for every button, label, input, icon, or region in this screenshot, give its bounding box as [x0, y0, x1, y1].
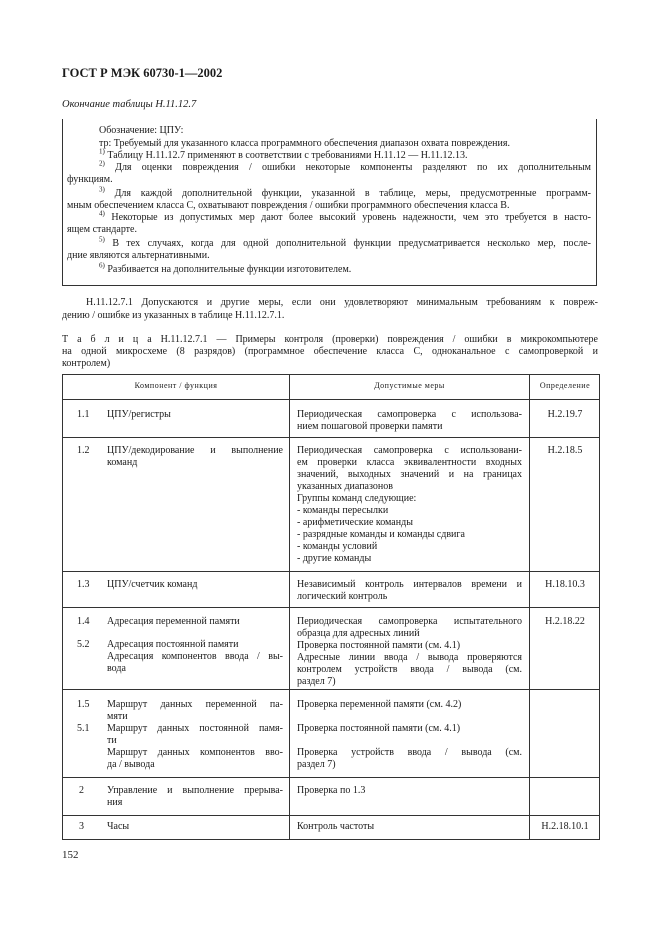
row-number: 5.1 [77, 723, 90, 734]
main-table [62, 374, 600, 840]
row-number: 1.2 [77, 445, 90, 456]
measures-cell: Адресные линии ввода / вывода проверяются [297, 652, 522, 663]
component-cell: мяти [107, 711, 128, 722]
page-number: 152 [62, 849, 79, 861]
measures-cell: Проверка постоянной памяти (см. 4.1) [297, 640, 461, 651]
note-4-cont: ящем стандарте. [67, 224, 137, 235]
component-cell: Маршрут данных компонентов вво- [107, 747, 283, 758]
measures-cell: - арифметические команды [297, 517, 413, 528]
note-6: $^{6)}$ Разбивается на дополнительные функции изготовителем. [99, 261, 352, 275]
table-caption-line-1: Т а б л и ц а Н.11.12.7.1 — Примеры контроля (проверки) повреждения / ошибки в микрокомпьютере [62, 334, 598, 345]
component-cell: ЦПУ/счетчик команд [107, 579, 198, 590]
notes-box [62, 119, 597, 286]
note-1-mark: 1) [99, 147, 105, 156]
measures-cell: логический контроль [297, 591, 388, 602]
note-3-mark: 3) [99, 185, 105, 194]
measures-cell: - разрядные команды и команды сдвига [297, 529, 465, 540]
component-cell: ЦПУ/регистры [107, 409, 171, 420]
measures-cell: Проверка постоянной памяти (см. 4.1) [297, 723, 461, 734]
measures-cell: нием пошаговой проверки памяти [297, 421, 443, 432]
header-definition: Определение [539, 381, 591, 390]
header-measures: Допустимые меры [374, 381, 445, 390]
row-divider [63, 571, 599, 572]
component-cell: Маршрут данных постоянной памя- [107, 723, 283, 734]
row-divider [63, 777, 599, 778]
measures-cell: ем проверки класса эквивалентности входных [297, 457, 522, 468]
paragraph-line-1: Н.11.12.7.1 Допускаются и другие меры, если они удовлетворяют минимальным требованиям к повреж- [86, 297, 598, 308]
measures-cell: Периодическая самопроверка с использовани- [297, 445, 522, 456]
measures-cell: Контроль частоты [297, 821, 375, 832]
measures-cell: Независимый контроль интервалов времени и [297, 579, 522, 590]
definition-cell: Н.2.18.5 [547, 445, 583, 456]
table-continuation-label: Окончание таблицы Н.11.12.7 [62, 99, 197, 110]
row-number: 5.2 [77, 639, 90, 650]
measures-cell: указанных диапазонов [297, 481, 393, 492]
component-cell: да / вывода [107, 759, 155, 770]
row-divider [63, 399, 599, 400]
note-1: $^{1)}$ Таблицу Н.11.12.7 применяют в соответствии с требованиями Н.11.12 — Н.11.12.13. [99, 147, 468, 161]
measures-cell: - другие команды [297, 553, 372, 564]
paragraph-line-2: дению / ошибке из указанных в таблице Н.11.12.7.1. [62, 310, 285, 321]
note-designation: Обозначение: ЦПУ: [99, 125, 184, 136]
definition-cell: Н.2.18.10.1 [541, 821, 589, 832]
measures-cell: Проверка по 1.3 [297, 785, 366, 796]
row-number: 1.1 [77, 409, 90, 420]
definition-cell: Н.18.10.3 [545, 579, 585, 590]
note-4: $^{4)}$ Некоторые из допустимых мер дают более высокий уровень надежности, чем это требуется в насто- [99, 209, 592, 223]
row-divider [63, 815, 599, 816]
component-cell: команд [107, 457, 138, 468]
definition-cell: Н.2.18.22 [545, 616, 585, 627]
measures-cell: раздел 7) [297, 759, 336, 770]
measures-cell: Группы команд следующие: [297, 493, 417, 504]
row-divider [63, 689, 599, 690]
measures-cell: контролем устройств ввода / вывода (см. [297, 664, 522, 675]
component-cell: ти [107, 735, 117, 746]
measures-cell: Периодическая самопроверка испытательного [297, 616, 522, 627]
table-caption-line-2: на одной микросхеме (8 разрядов) (программное обеспечение класса С, одноканальное с самопроверкой и [62, 346, 598, 357]
row-number: 1.5 [77, 699, 90, 710]
measures-cell: образца для адресных линий [297, 628, 420, 639]
note-5: $^{5)}$ В тех случаях, когда для одной дополнительной функции предусматривается несколько мер, после- [99, 235, 592, 249]
row-divider [63, 437, 599, 438]
note-2: $^{2)}$ Для оценки повреждения / ошибки некоторые компоненты разделяют по их дополнительным [99, 159, 591, 173]
component-cell: Управление и выполнение прерыва- [107, 785, 283, 796]
note-3: $^{3)}$ Для каждой дополнительной функции, указанной в таблице, меры, предусмотренные программ- [99, 185, 591, 199]
component-cell: Часы [107, 821, 130, 832]
measures-cell: Периодическая самопроверка с использова- [297, 409, 522, 420]
row-divider [63, 607, 599, 608]
note-5-mark: 5) [99, 235, 105, 244]
note-3-cont: мным обеспечением класса С, охватывают повреждения / ошибки программного обеспечения класса В. [67, 200, 510, 211]
note-5-cont: дние являются альтернативными. [67, 250, 210, 261]
note-4-mark: 4) [99, 209, 105, 218]
component-cell: Маршрут данных переменной па- [107, 699, 283, 710]
note-tr: тр: Требуемый для указанного класса программного обеспечения диапазон охвата повреждения. [99, 138, 510, 149]
note-2-cont: функциям. [67, 174, 113, 185]
definition-cell: Н.2.19.7 [547, 409, 583, 420]
row-number: 1.3 [77, 579, 90, 590]
table-caption-line-3: контролем) [62, 358, 111, 369]
component-cell: Адресация постоянной памяти [107, 639, 239, 650]
row-number: 2 [79, 785, 84, 796]
measures-cell: - команды условий [297, 541, 378, 552]
row-number: 1.4 [77, 616, 90, 627]
document-header: ГОСТ Р МЭК 60730-1—2002 [62, 66, 223, 80]
measures-cell: Проверка устройств ввода / вывода (см. [297, 747, 522, 758]
measures-cell: - команды пересылки [297, 505, 389, 516]
component-cell: ния [107, 797, 123, 808]
note-2-mark: 2) [99, 159, 105, 168]
measures-cell: Проверка переменной памяти (см. 4.2) [297, 699, 462, 710]
component-cell: Адресация переменной памяти [107, 616, 240, 627]
row-number: 3 [79, 821, 84, 832]
component-cell: вода [107, 663, 126, 674]
component-cell: ЦПУ/декодирование и выполнение [107, 445, 283, 456]
header-component: Компонент / функция [134, 381, 218, 390]
component-cell: Адресация компонентов ввода / вы- [107, 651, 283, 662]
measures-cell: раздел 7) [297, 676, 336, 687]
measures-cell: значений, выходных значений и на границах [297, 469, 522, 480]
note-6-mark: 6) [99, 261, 105, 270]
